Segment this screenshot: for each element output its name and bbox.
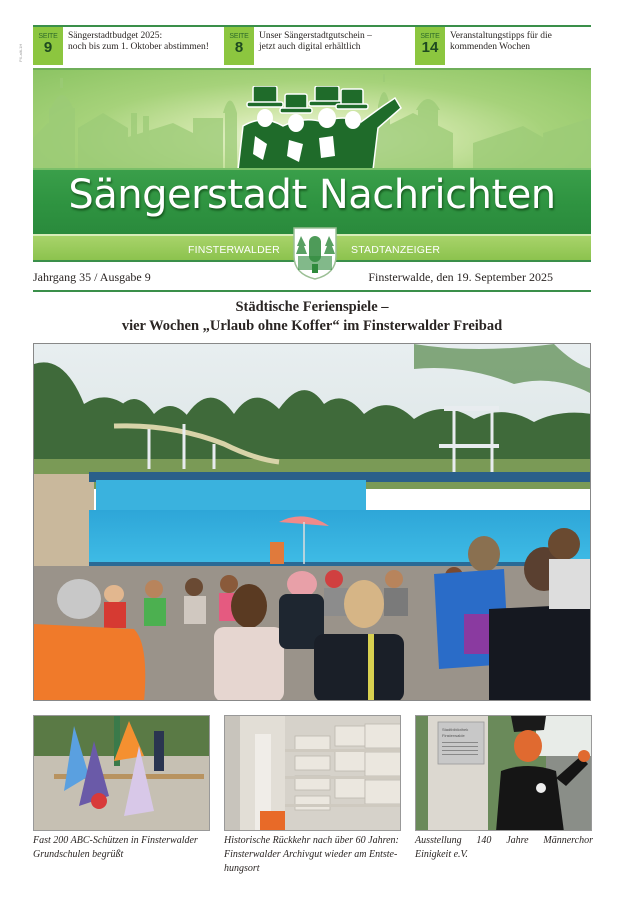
photo-choir-exhibition[interactable]	[415, 715, 592, 831]
caption-choir-exhibition[interactable]: Ausstellung 140 Jahre Männerchor Einigkeit e.V.	[415, 835, 593, 860]
subtitle-right: STADTANZEIGER	[351, 244, 441, 256]
teaser-text: Veranstaltungstipps für die kommenden Wochen	[450, 31, 552, 52]
issue-dateline: Finsterwalde, den 19. September 2025	[368, 270, 553, 284]
newspaper-title: Sängerstadt Nachrichten	[68, 172, 556, 218]
title-bar	[33, 168, 591, 234]
subtitle-left: FINSTERWALDER	[188, 244, 280, 256]
masthead-skyline-banner	[33, 68, 591, 168]
teaser-page-14[interactable]	[415, 27, 591, 65]
masthead	[33, 68, 591, 263]
archive-shelves-photo	[225, 716, 401, 831]
photo-school-starters[interactable]	[33, 715, 210, 831]
caption-school-starters[interactable]: Fast 200 ABC-Schützen in Finsterwalder Grundschulen begrüßt	[33, 835, 198, 860]
svg-text:Finsterwalde: Finsterwalde	[442, 733, 465, 738]
print-code: PX-allt-1H	[18, 43, 23, 62]
singers-choir-logo	[233, 86, 403, 168]
school-cone-photo	[34, 716, 210, 831]
masthead-divider	[33, 290, 591, 292]
lead-headline[interactable]: Städtische Ferienspiele – vier Wochen „Urlaub ohne Koffer“ im Finsterwalder Freibad	[121, 299, 503, 334]
library-sign: Stadtbibliothek	[442, 727, 469, 732]
caption-archive[interactable]: Historische Rückkehr nach über 60 Jahren: Finsterwalder Archivgut wieder am Entste-hungsort	[224, 835, 399, 874]
choir-exhibition-photo	[416, 716, 592, 831]
photo-archive-shelves[interactable]	[224, 715, 401, 831]
page-badge: SEITE 9	[33, 27, 63, 65]
page-badge: SEITE 14	[415, 27, 445, 65]
teaser-strip	[33, 25, 591, 65]
teaser-text: Unser Sängerstadtgutschein – jetzt auch digital erhältlich	[259, 31, 372, 52]
pool-photo-illustration	[34, 344, 591, 701]
page-badge: SEITE 8	[224, 27, 254, 65]
teaser-page-9[interactable]	[33, 27, 224, 65]
issue-volume: Jahrgang 35 / Ausgabe 9	[33, 270, 151, 284]
teaser-page-8[interactable]	[224, 27, 415, 65]
lead-photo-swimming-pool[interactable]	[33, 343, 591, 701]
teaser-text: Sängerstadtbudget 2025: noch bis zum 1. Oktober abstimmen!	[68, 31, 209, 52]
town-coat-of-arms-icon	[292, 226, 338, 280]
